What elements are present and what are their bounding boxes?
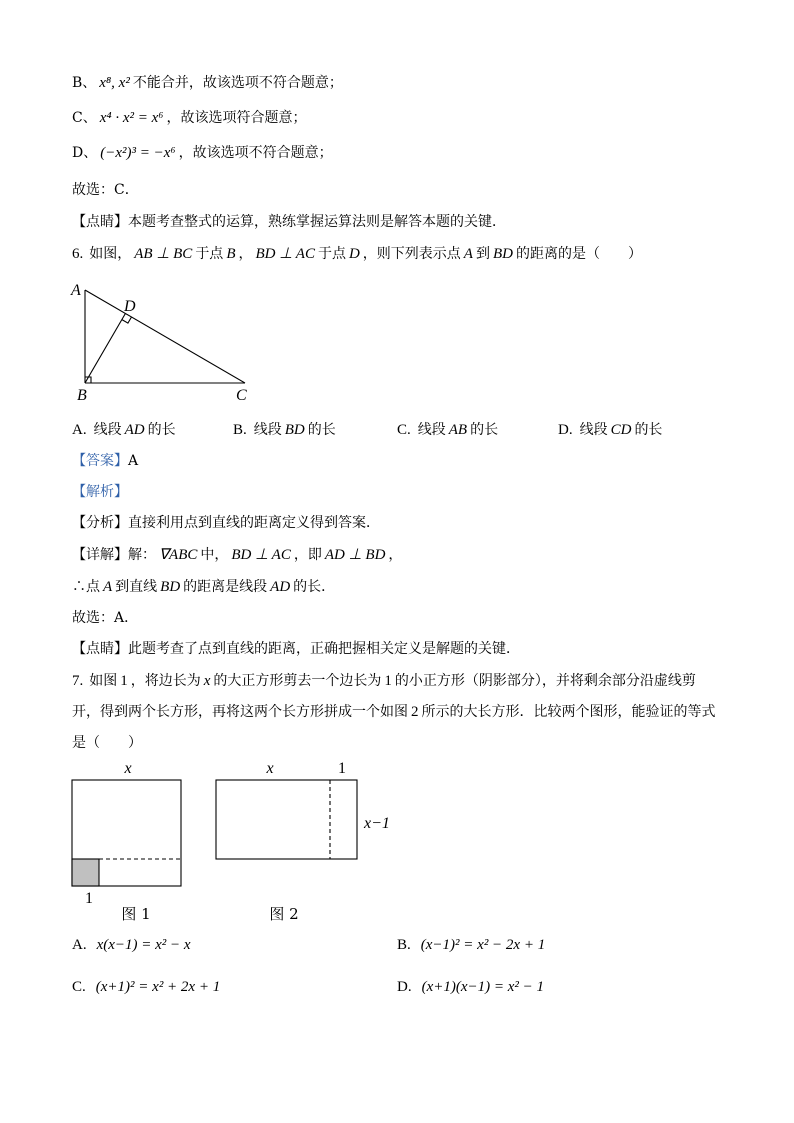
math-expression: CD <box>610 422 632 438</box>
stem-text: ， <box>238 246 253 262</box>
remark-text: 此题考查了点到直线的距离，正确把握相关定义是解题的关键． <box>128 641 520 657</box>
math-expression: (−x²)³ = −x⁶ <box>100 145 176 161</box>
math-expression: A <box>463 246 473 262</box>
figure-1-small-label: 1 <box>85 890 93 907</box>
detail-text: 解： <box>128 547 156 563</box>
detail-text: ，即 <box>293 547 322 563</box>
stem-text: 如图， <box>89 246 132 262</box>
shaded-small-square <box>72 859 99 886</box>
square-rectangle-figures <box>60 755 400 927</box>
math-expression: A <box>103 579 113 595</box>
figure-2-caption: 图 2 <box>269 905 299 923</box>
detail-text: 中， <box>200 547 229 563</box>
option-c <box>72 976 223 998</box>
option-letter: C. <box>397 422 411 438</box>
q6-choice: 故选：A． <box>72 610 139 626</box>
q6-fenxi <box>72 513 380 533</box>
math-expression: AB ⊥ BC <box>134 246 193 262</box>
math-expression: x⁴ · x² = x⁶ <box>99 110 164 126</box>
q6-detail <box>72 545 402 565</box>
math-expression: BD <box>284 422 305 438</box>
explanation-text: ，故该选项不符合题意； <box>178 145 333 161</box>
figure-2-side-label: x−1 <box>364 815 390 832</box>
math-expression: x <box>203 673 211 689</box>
math-expression: (x+1)² = x² + 2x + 1 <box>95 979 221 995</box>
option-letter: D. <box>397 979 412 995</box>
option-d <box>397 976 547 998</box>
math-expression: B <box>226 246 236 262</box>
large-rectangle <box>216 780 357 859</box>
remark-tag: 【点睛】 <box>72 214 128 230</box>
option-label: C、 <box>72 110 97 126</box>
option-letter: C. <box>72 979 86 995</box>
stem-text: 所示的大长方形．比较两个图形，能验证的等式 <box>421 704 716 720</box>
option-letter: B. <box>233 422 247 438</box>
option-c <box>397 419 498 441</box>
vertex-label-b: B <box>77 387 87 404</box>
option-letter: D. <box>558 422 573 438</box>
figure-1-side-label: x <box>124 760 132 777</box>
stem-text: 到 <box>475 246 490 262</box>
option-letter: A. <box>72 937 87 953</box>
math-expression: (x+1)(x−1) = x² − 1 <box>421 979 545 995</box>
q5-option-c-analysis <box>72 108 307 128</box>
segment-bd <box>85 314 125 384</box>
side-ac <box>85 290 245 383</box>
option-text: 的长 <box>470 422 499 438</box>
question-number: 7. <box>72 673 84 689</box>
triangle-figure <box>60 275 260 407</box>
stem-text: 的距离的是（ ） <box>515 246 642 262</box>
q6-remark <box>72 639 520 659</box>
conclusion-text: ∴点 <box>72 579 100 595</box>
math-expression: AB <box>448 422 468 438</box>
math-expression: AD <box>270 579 291 595</box>
fenxi-text: 直接利用点到直线的距离定义得到答案． <box>128 515 380 531</box>
conclusion-text: 的距离是线段 <box>183 579 268 595</box>
math-expression: AD <box>124 422 145 438</box>
vertex-label-d: D <box>124 298 136 315</box>
figure-2-top-label-right: 1 <box>338 760 346 777</box>
option-text: 的长 <box>147 422 176 438</box>
option-text: 的长 <box>634 422 663 438</box>
option-a <box>72 419 176 441</box>
stem-text: 开，得到两个长方形，再将这两个长方形拼成一个如图 <box>72 704 408 720</box>
number-text: 1 <box>384 673 392 689</box>
remark-text: 本题考查整式的运算，熟练掌握运算法则是解答本题的关键． <box>128 214 506 230</box>
option-letter: B. <box>397 937 411 953</box>
option-label: B、 <box>72 75 97 91</box>
q6-analysis-tag: 【解析】 <box>72 484 128 500</box>
q5-option-b-analysis <box>72 73 343 93</box>
figure-1-caption: 图 1 <box>121 905 151 923</box>
option-text: 线段 <box>579 422 608 438</box>
question-7-stem-line-3: 是（ ） <box>72 735 142 751</box>
question-7-stem-line-2 <box>72 702 716 722</box>
fenxi-tag: 【分析】 <box>72 515 128 531</box>
question-7-options-row-1 <box>0 934 794 956</box>
math-expression: x⁸, x² <box>99 75 130 91</box>
question-6-options <box>0 419 794 441</box>
answer-value: A <box>128 453 139 469</box>
figure-2-top-label-left: x <box>266 760 274 777</box>
math-expression: AD ⊥ BD <box>324 547 386 563</box>
stem-text: 的大正方形剪去一个边长为 <box>213 673 382 689</box>
stem-text: 的小正方形（阴影部分），并将剩余部分沿虚线剪 <box>394 673 696 689</box>
number-text: 1 <box>120 673 128 689</box>
math-expression: ∇ABC <box>159 547 198 563</box>
question-7-stem-line-1 <box>72 671 696 691</box>
conclusion-text: 的长． <box>293 579 336 595</box>
detail-tag: 【详解】 <box>72 547 128 563</box>
answer-tag: 【答案】 <box>72 453 128 469</box>
vertex-label-a: A <box>71 282 81 299</box>
question-6-stem <box>72 244 642 264</box>
option-a <box>72 934 194 956</box>
question-7-options-row-2 <box>0 976 794 998</box>
math-expression: BD <box>160 579 181 595</box>
stem-text: 于点 <box>195 246 224 262</box>
option-b <box>233 419 336 441</box>
q5-remark <box>72 212 506 232</box>
option-text: 线段 <box>417 422 446 438</box>
number-text: 2 <box>411 704 419 720</box>
option-text: 线段 <box>253 422 282 438</box>
q6-conclusion <box>72 577 335 597</box>
explanation-text: ，故该选项符合题意； <box>166 110 307 126</box>
math-expression: x(x−1) = x² − x <box>96 937 191 953</box>
option-text: 的长 <box>307 422 336 438</box>
stem-text: ，将边长为 <box>130 673 201 689</box>
option-b <box>397 934 548 956</box>
math-expression: (x−1)² = x² − 2x + 1 <box>420 937 546 953</box>
stem-text: 如图 <box>89 673 118 689</box>
remark-tag: 【点睛】 <box>72 641 128 657</box>
vertex-label-c: C <box>236 387 247 404</box>
q5-option-d-analysis <box>72 143 333 163</box>
detail-text: ， <box>388 547 403 563</box>
math-expression: BD ⊥ AC <box>255 246 315 262</box>
explanation-text: 不能合并，故该选项不符合题意； <box>132 75 343 91</box>
option-label: D、 <box>72 145 98 161</box>
math-expression: BD <box>492 246 513 262</box>
question-number: 6. <box>72 246 84 262</box>
stem-text: ，则下列表示点 <box>362 246 461 262</box>
q6-answer <box>72 451 138 471</box>
q5-choice: 故选：C． <box>72 182 139 198</box>
option-text: 线段 <box>93 422 122 438</box>
math-expression: D <box>348 246 360 262</box>
conclusion-text: 到直线 <box>115 579 158 595</box>
math-expression: BD ⊥ AC <box>231 547 291 563</box>
stem-text: 于点 <box>317 246 346 262</box>
option-letter: A. <box>72 422 87 438</box>
option-d <box>558 419 662 441</box>
